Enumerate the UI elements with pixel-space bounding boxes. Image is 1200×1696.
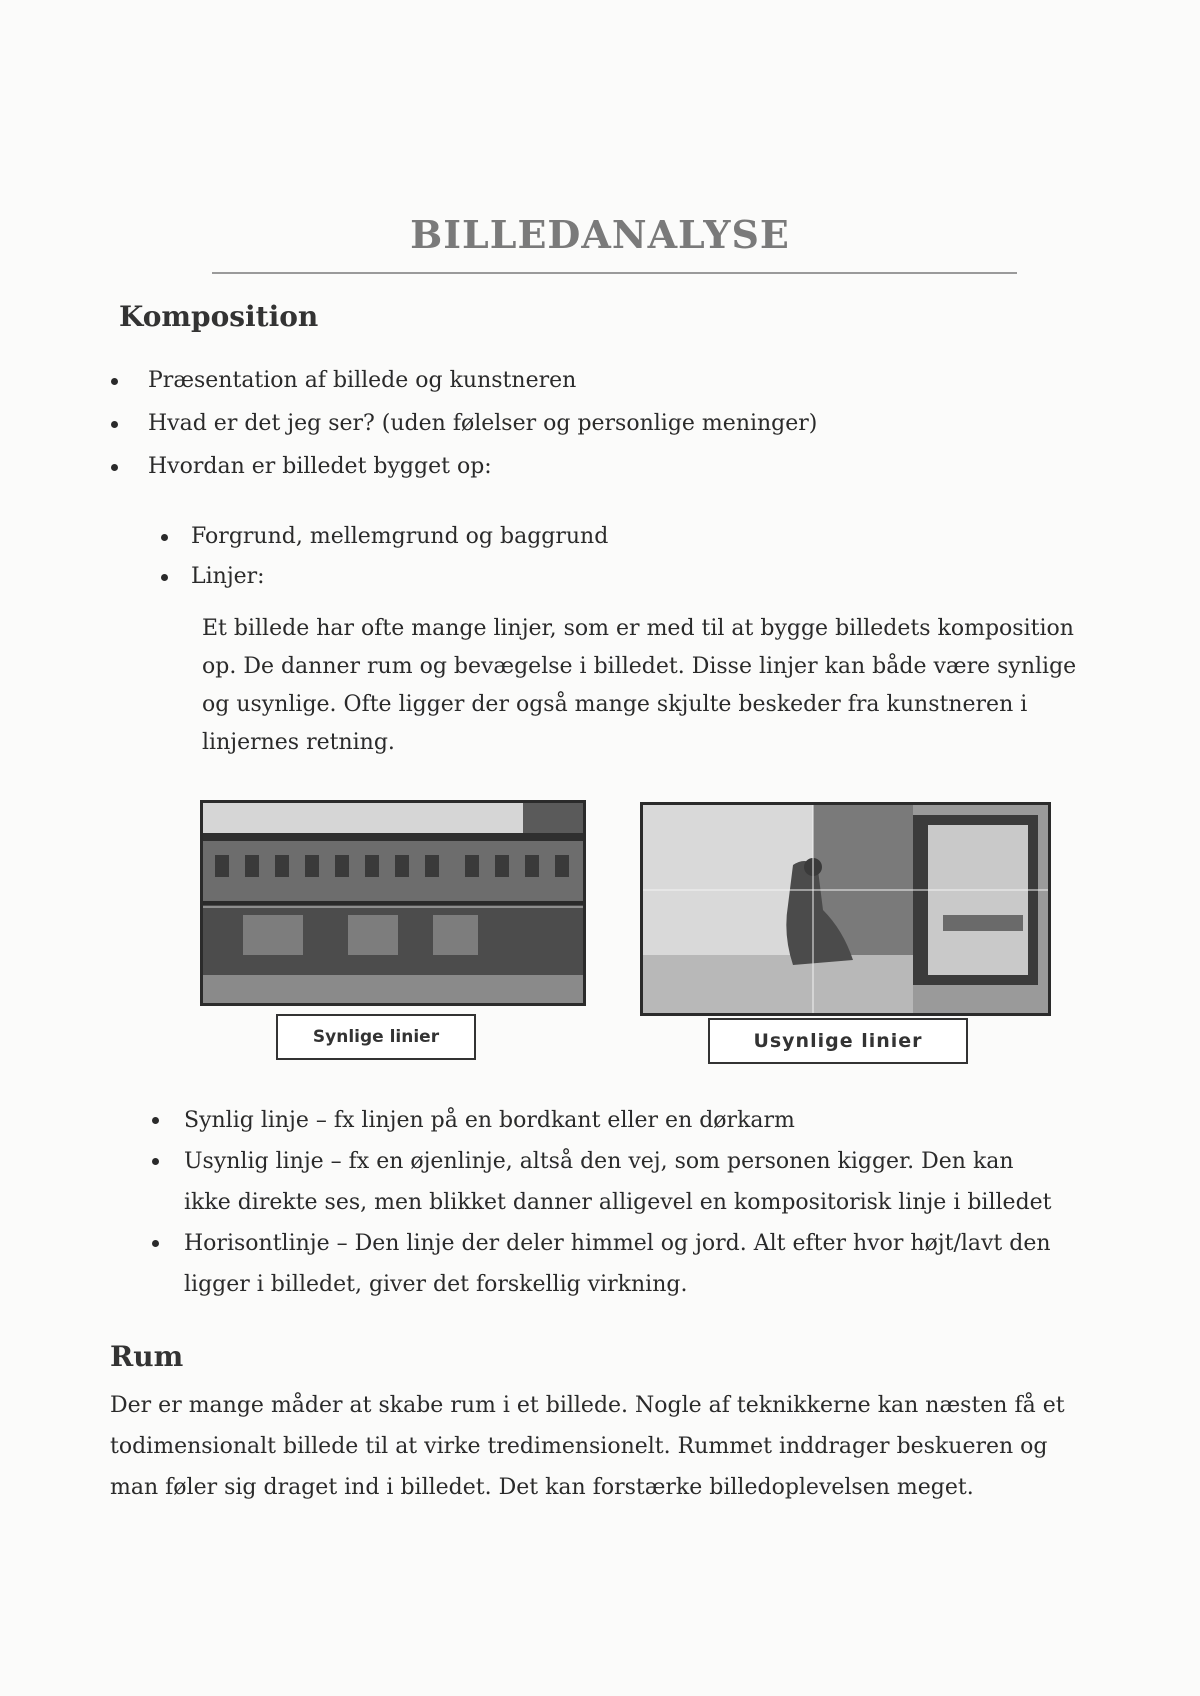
komposition-bullet-list xyxy=(148,366,1048,495)
caption-usynlige-linier: Usynlige linier xyxy=(708,1018,968,1064)
list-item: Hvordan er billedet bygget op: xyxy=(148,452,1048,482)
list-item: Usynlig linje – fx en øjenlinje, altså den vej, som personen kigger. Den kan ikke direkte ses, men blikket danner alligevel en kompositorisk linje i billedet xyxy=(184,1141,1064,1223)
komposition-sub-list xyxy=(191,522,1091,602)
rum-paragraph: Der er mange måder at skabe rum i et billede. Nogle af teknikkerne kan næsten få et todimensionalt billede til at virke tredimensionelt. Rummet inddrager beskueren og man føler sig draget ind i billedet. Det kan forstærke billedoplevelsen meget. xyxy=(110,1393,1065,1500)
bullet-icon xyxy=(111,421,118,428)
figure-usynlige-linier xyxy=(640,802,1051,1016)
list-item: Synlig linje – fx linjen på en bordkant eller en dørkarm xyxy=(184,1100,1064,1141)
bullet-icon xyxy=(152,1117,159,1124)
bullet-icon xyxy=(161,534,168,541)
caption-synlige-linier: Synlige linier xyxy=(276,1014,476,1060)
bullet-icon xyxy=(152,1240,159,1247)
heading-rum: Rum xyxy=(110,1340,184,1373)
bullet-icon xyxy=(111,378,118,385)
bullet-icon xyxy=(111,464,118,471)
list-item: Forgrund, mellemgrund og baggrund xyxy=(191,522,1091,552)
bullet-icon xyxy=(161,574,168,581)
list-item: Præsentation af billede og kunstneren xyxy=(148,366,1048,396)
list-item: Horisontlinje – Den linje der deler himmel og jord. Alt efter hvor højt/lavt den ligger i billedet, giver det forskellig virkning. xyxy=(184,1223,1064,1305)
line-types-list xyxy=(184,1100,1064,1305)
list-item: Linjer: xyxy=(191,562,1091,592)
figure-synlige-linier xyxy=(200,800,586,1006)
title-underline xyxy=(212,272,1017,274)
list-item: Hvad er det jeg ser? (uden følelser og personlige meninger) xyxy=(148,409,1048,439)
woman-window-image xyxy=(643,805,1048,1013)
heading-komposition: Komposition xyxy=(119,300,319,333)
street-facade-image xyxy=(203,803,583,1003)
linjer-paragraph: Et billede har ofte mange linjer, som er med til at bygge billedets komposition op. De danner rum og bevægelse i billedet. Disse linjer kan både være synlige og usynlige. Ofte ligger der også mange skjulte beskeder fra kunstneren i linjernes retning. xyxy=(202,616,1077,755)
bullet-icon xyxy=(152,1158,159,1165)
document-title: BILLEDANALYSE xyxy=(410,212,790,257)
